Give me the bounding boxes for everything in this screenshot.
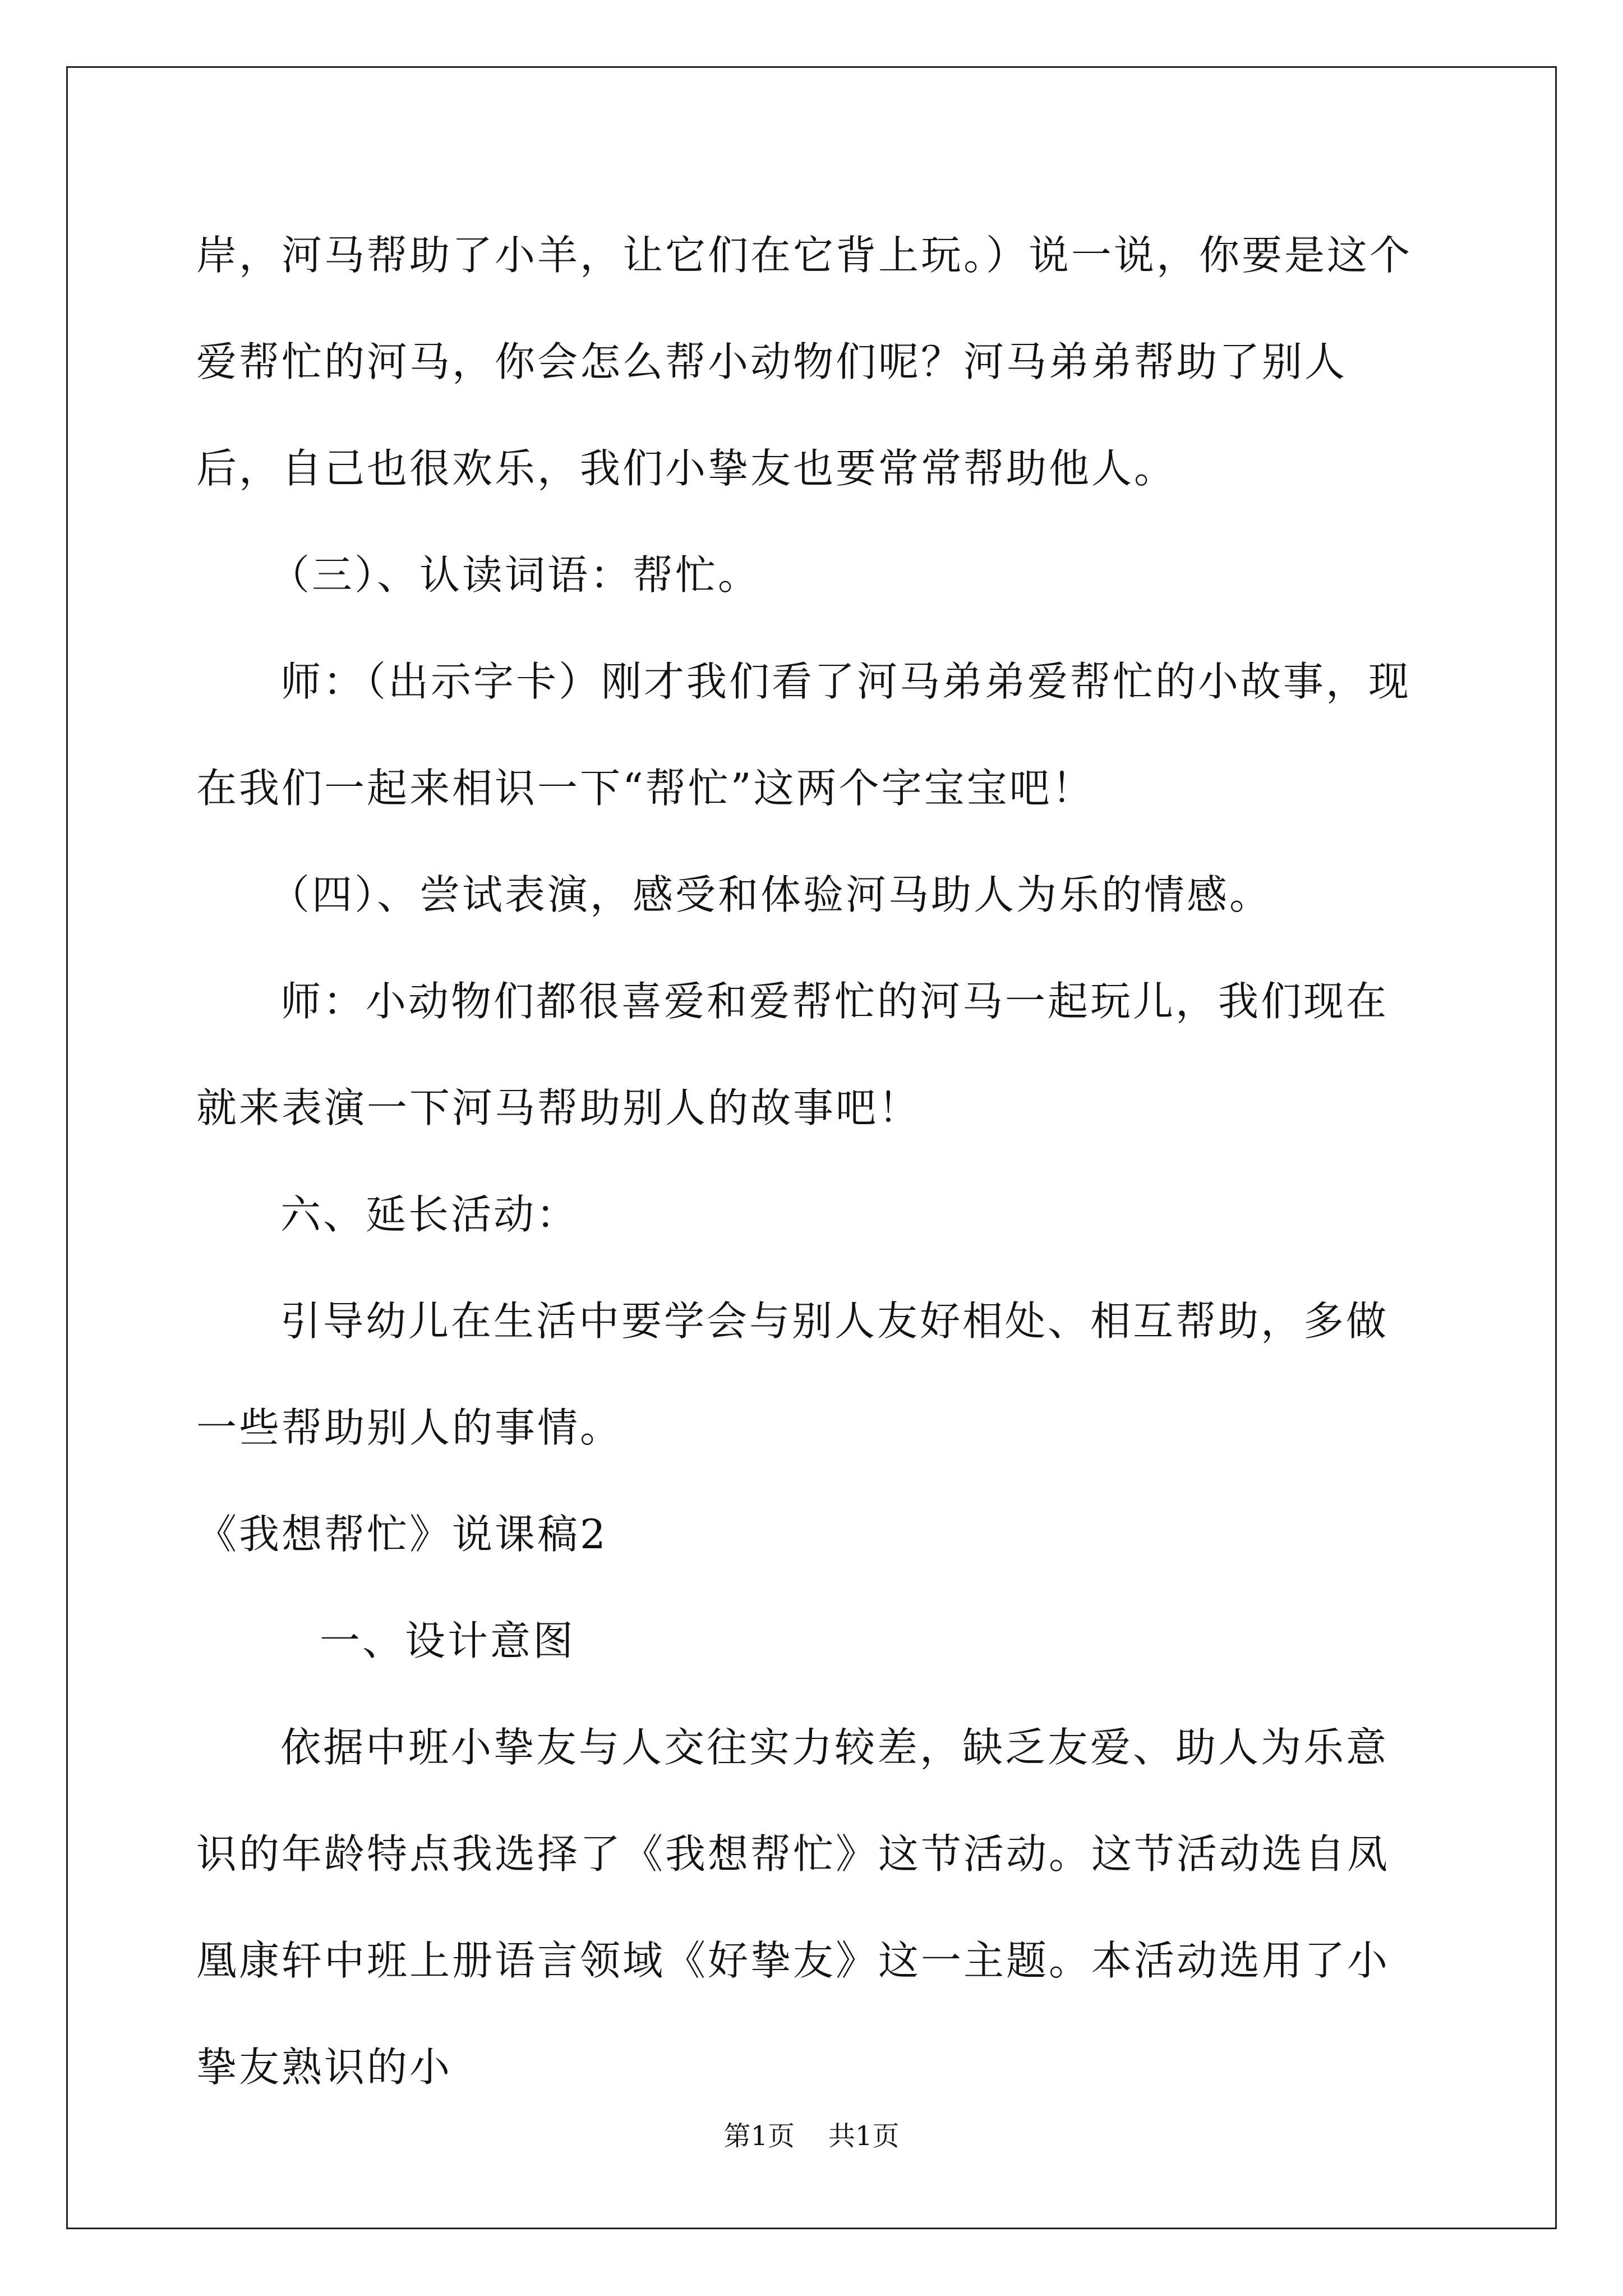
document-body (196, 202, 1430, 2120)
section-title: 《我想帮忙》说课稿2 (196, 1511, 608, 1558)
page-number: 第1页 (723, 2120, 795, 2152)
paragraph-1: 岸，河马帮助了小羊，让它们在它背上玩。）说一说，你要是这个爱帮忙的河马，你会怎么帮小动物们呢？河马弟弟帮助了别人后，自己也很欢乐，我们小挚友也要常常帮助他人。 (196, 232, 1413, 492)
paragraph-5: 师：小动物们都很喜爱和爱帮忙的河马一起玩儿，我们现在就来表演一下河马帮助别人的故事吧！ (196, 978, 1389, 1131)
paragraph-4: （四）、尝试表演，感受和体验河马助人为乐的情感。 (269, 871, 1272, 918)
section-heading: 一、设计意图 (320, 1617, 576, 1664)
paragraph-2: （三）、认读词语：帮忙。 (269, 551, 761, 599)
page-total: 共1页 (828, 2120, 900, 2152)
paragraph-6: 六、延长活动： (280, 1191, 579, 1238)
paragraph-10: 依据中班小挚友与人交往实力较差，缺乏友爱、助人为乐意识的年龄特点我选择了《我想帮忙》这节活动。这节活动选自凤凰康轩中班上册语言领域《好挚友》这一主题。本活动选用了小挚友熟识的小 (196, 1724, 1390, 2091)
paragraph-7: 引导幼儿在生活中要学会与别人友好相处、相互帮助，多做一些帮助别人的事情。 (196, 1297, 1389, 1451)
page-footer (0, 2119, 1623, 2153)
paragraph-3: 师：（出示字卡）刚才我们看了河马弟弟爱帮忙的小故事，现在我们一起来相识一下“帮忙”这两个字宝宝吧！ (196, 658, 1412, 812)
